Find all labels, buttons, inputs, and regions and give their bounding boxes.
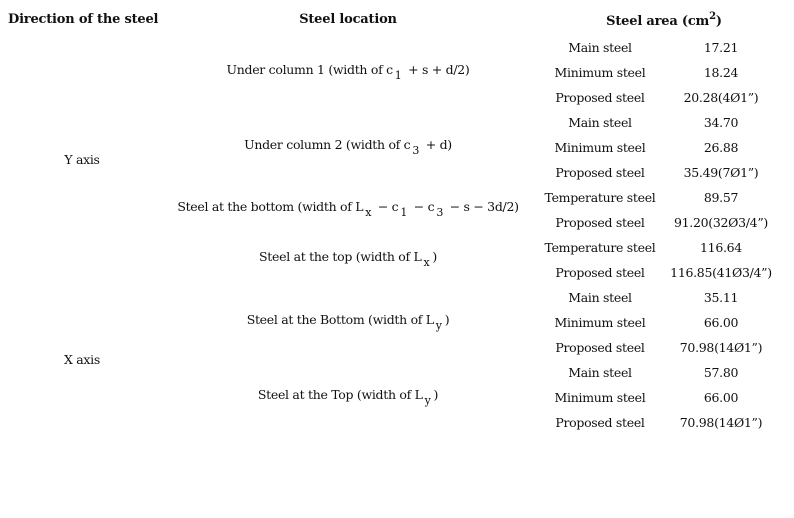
steel-area-value: 26.88 bbox=[703, 140, 739, 155]
steel-type-cell: Proposed steel bbox=[555, 340, 645, 355]
location-text: Steel at the Top (width of L bbox=[257, 387, 423, 402]
steel-area-value: 70.98(14Ø1”) bbox=[679, 415, 763, 430]
subscript: 1 bbox=[394, 69, 402, 82]
steel-type-cell: Minimum steel bbox=[554, 390, 646, 405]
steel-type-cell: Temperature steel bbox=[544, 190, 656, 205]
steel-type-cell: Proposed steel bbox=[555, 90, 645, 105]
header-steel-area bbox=[606, 11, 722, 29]
steel-area-value: 116.64 bbox=[700, 240, 742, 255]
subscript: 3 bbox=[412, 144, 420, 157]
location-text: ) bbox=[433, 387, 439, 402]
direction-y-axis: Y axis bbox=[64, 152, 100, 167]
steel-area-value: 35.11 bbox=[703, 290, 739, 305]
location-text: Steel at the bottom (width of L bbox=[177, 199, 364, 214]
header-area-suffix: ) bbox=[715, 14, 722, 29]
steel-area-value: 66.00 bbox=[703, 390, 739, 405]
steel-type-cell: Proposed steel bbox=[555, 215, 645, 230]
steel-type-cell: Proposed steel bbox=[555, 165, 645, 180]
header-location: Steel location bbox=[299, 12, 397, 27]
steel-type-cell: Main steel bbox=[568, 115, 632, 130]
location-text: Under column 2 (width of c bbox=[244, 137, 411, 152]
steel-area-value: 89.57 bbox=[703, 190, 739, 205]
location-steel-top-y bbox=[259, 249, 437, 269]
location-text: + s + d/2) bbox=[404, 62, 470, 77]
subscript: x bbox=[365, 206, 372, 219]
location-under-column-1 bbox=[226, 62, 470, 82]
direction-x-axis: X axis bbox=[64, 352, 100, 367]
steel-area-value: 57.80 bbox=[703, 365, 739, 380]
location-text: − c bbox=[410, 199, 435, 214]
subscript: 3 bbox=[436, 206, 444, 219]
header-direction: Direction of the steel bbox=[8, 12, 159, 27]
header-area-sup: 2 bbox=[709, 11, 716, 22]
subscript: 1 bbox=[400, 206, 408, 219]
location-text: Under column 1 (width of c bbox=[226, 62, 393, 77]
steel-type-cell: Minimum steel bbox=[554, 315, 646, 330]
steel-area-value: 18.24 bbox=[703, 65, 739, 80]
steel-type-cell: Proposed steel bbox=[555, 415, 645, 430]
steel-type-cell: Proposed steel bbox=[555, 265, 645, 280]
steel-type-cell: Main steel bbox=[568, 290, 632, 305]
steel-area-value: 66.00 bbox=[703, 315, 739, 330]
steel-type-cell: Minimum steel bbox=[554, 140, 646, 155]
steel-area-value: 17.21 bbox=[703, 40, 739, 55]
steel-type-cell: Minimum steel bbox=[554, 65, 646, 80]
steel-area-value: 91.20(32Ø3/4”) bbox=[674, 215, 768, 230]
location-steel-top-x bbox=[257, 387, 439, 407]
subscript: x bbox=[423, 256, 430, 269]
steel-area-value: 116.85(41Ø3/4”) bbox=[670, 265, 772, 280]
steel-type-cell: Main steel bbox=[568, 365, 632, 380]
steel-area-value: 34.70 bbox=[703, 115, 739, 130]
location-text: ) bbox=[444, 312, 450, 327]
location-text: + d) bbox=[422, 137, 452, 152]
location-text: − s − 3d/2) bbox=[446, 199, 519, 214]
location-text: Steel at the Bottom (width of L bbox=[246, 312, 434, 327]
steel-type-cell: Main steel bbox=[568, 40, 632, 55]
location-steel-bottom-y bbox=[177, 199, 519, 219]
location-text: Steel at the top (width of L bbox=[259, 249, 422, 264]
location-text: − c bbox=[374, 199, 399, 214]
steel-area-value: 35.49(7Ø1”) bbox=[683, 165, 759, 180]
header-area-prefix: Steel area (cm bbox=[606, 14, 710, 29]
steel-area-value: 20.28(4Ø1”) bbox=[683, 90, 759, 105]
location-steel-bottom-x bbox=[246, 312, 450, 332]
location-under-column-2 bbox=[244, 137, 452, 157]
subscript: y bbox=[424, 394, 431, 407]
location-text: ) bbox=[432, 249, 437, 264]
subscript: y bbox=[435, 319, 442, 332]
steel-area-value: 70.98(14Ø1”) bbox=[679, 340, 763, 355]
steel-type-cell: Temperature steel bbox=[544, 240, 656, 255]
